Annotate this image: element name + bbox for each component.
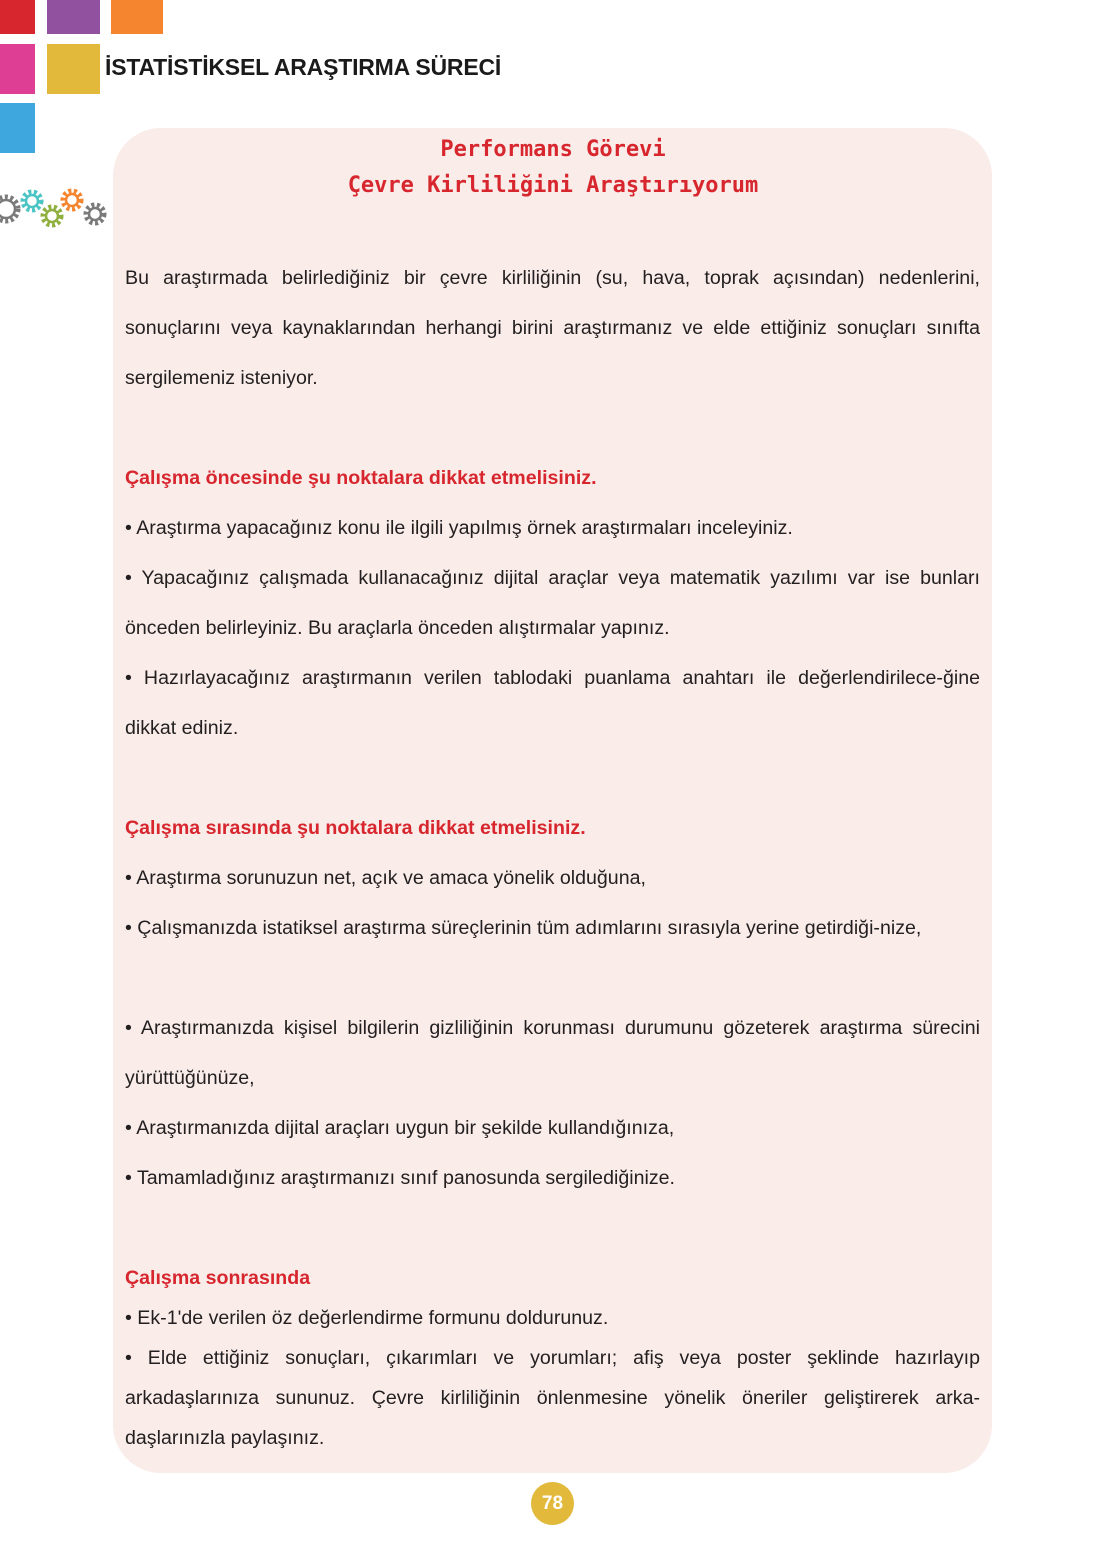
task-label: Performans Görevi (440, 137, 666, 162)
decor-square-yellow (47, 44, 100, 94)
decor-square-orange (111, 0, 163, 34)
before-heading: Çalışma öncesinde şu noktalara dikkat etmelisiniz. (125, 467, 597, 489)
intro-paragraph: Bu araştırmada belirlediğiniz bir çevre kirliliğinin (su, hava, toprak açısından) nedenlerini, sonuçlarını veya kaynaklarından herhangi birini araştırmanız ve elde ettiğiniz sonuçları sınıfta sergilemeniz isteniyor. (125, 267, 980, 389)
after-heading: Çalışma sonrasında (125, 1267, 311, 1289)
decor-square-purple (47, 0, 100, 34)
during-item: • Tamamladığınız araştırmanızı sınıf panosunda sergilediğinize. (125, 1167, 675, 1189)
during-item: • Çalışmanızda istatiksel araştırma süreçlerinin tüm adımlarını sırasıyla yerine getirdiği-nize, (125, 917, 922, 939)
decor-square-pink (0, 44, 35, 94)
after-item: • Ek-1'de verilen öz değerlendirme formunu doldurunuz. (125, 1307, 609, 1329)
after-item: • Elde ettiğiniz sonuçları, çıkarımları ve yorumları; afiş veya poster şeklinde hazırlayıp arkadaşlarınıza sununuz. Çevre kirliliğinin önlenmesine yönelik öneriler geliştirerek arka-daşlarınızla paylaşınız. (125, 1347, 980, 1449)
during-item: • Araştırmanızda kişisel bilgilerin gizliliğinin korunması durumunu gözeterek araştırma sürecini yürüttüğünüze, (125, 1017, 980, 1089)
before-item: • Araştırma yapacağınız konu ile ilgili yapılmış örnek araştırmaları inceleyiniz. (125, 517, 793, 539)
during-item: • Araştırmanızda dijital araçları uygun bir şekilde kullandığınıza, (125, 1117, 675, 1139)
chapter-title: İSTATİSTİKSEL ARAŞTIRMA SÜRECİ (105, 54, 502, 80)
before-item: • Yapacağınız çalışmada kullanacağınız dijital araçlar veya matematik yazılımı var ise bunları önceden belirleyiniz. Bu araçlarla önceden alıştırmalar yapınız. (125, 567, 980, 639)
page-number: 78 (531, 1482, 574, 1525)
before-item: • Hazırlayacağınız araştırmanın verilen tablodaki puanlama anahtarı ile değerlendirilece-ğine dikkat ediniz. (125, 667, 980, 739)
decor-square-red (0, 0, 35, 34)
during-heading: Çalışma sırasında şu noktalara dikkat etmelisiniz. (125, 817, 586, 839)
task-title: Çevre Kirliliğini Araştırıyorum (347, 173, 759, 198)
during-item: • Araştırma sorunuzun net, açık ve amaca yönelik olduğuna, (125, 867, 646, 889)
